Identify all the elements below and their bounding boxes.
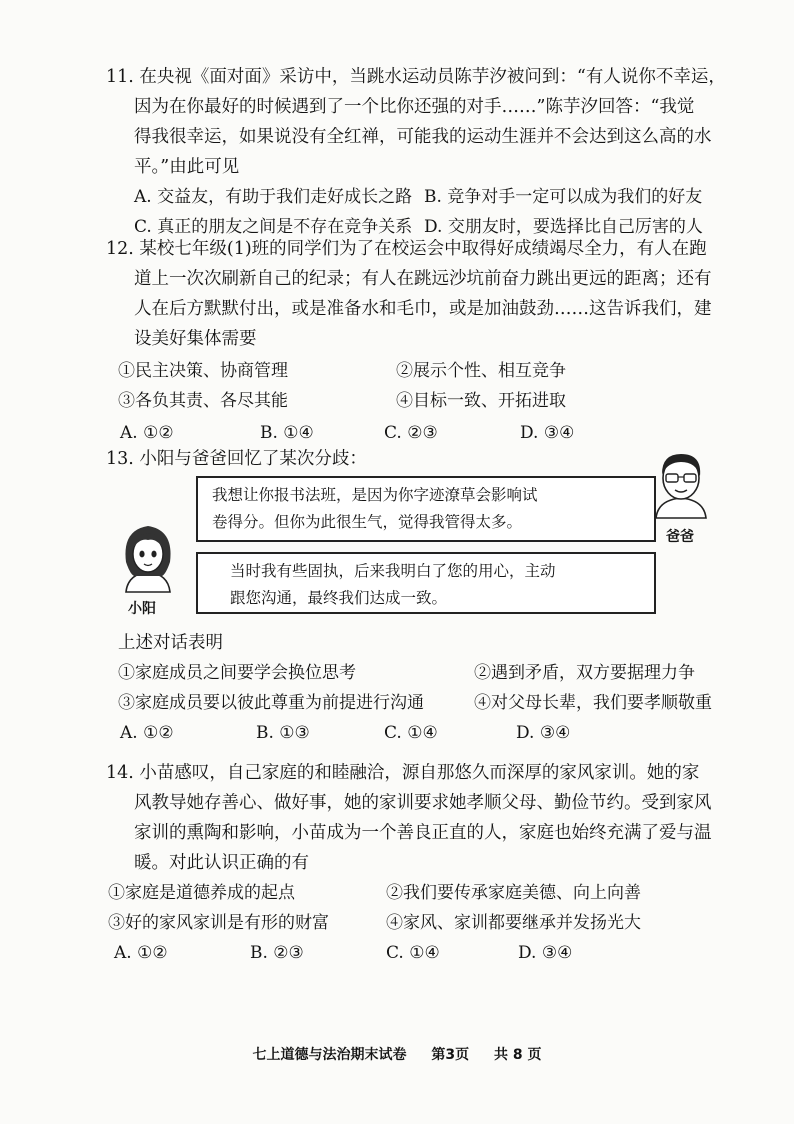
footer-page: 第3页 (431, 1047, 470, 1063)
yang-speech-line-1: 当时我有些固执，后来我明白了您的用心，主动 (230, 562, 556, 580)
q14-statements-row-2 (108, 908, 738, 938)
q11-option-d[interactable]: D. 交朋友时，要选择比自己厉害的人 (424, 217, 703, 237)
q14-line-1: 14. 小苗感叹，自己家庭的和睦融洽，源自那悠久而深厚的家风家训。她的家 (106, 763, 700, 783)
question-12 (108, 234, 738, 448)
q14-statement-3: ③好的家风家训是有形的财富 (108, 913, 329, 933)
q13-choice-b[interactable]: B. ①③ (256, 723, 310, 743)
q14-statement-4: ④家风、家训都要继承并发扬光大 (386, 913, 641, 933)
q12-line-2: 道上一次次刷新自己的纪录；有人在跳远沙坑前奋力跳出更远的距离；还有 (134, 269, 712, 289)
q14-choice-c[interactable]: C. ①④ (386, 943, 440, 963)
q12-choice-d[interactable]: D. ③④ (520, 423, 575, 443)
yang-speech-bubble (196, 552, 656, 614)
q12-statement-2: ②展示个性、相互竞争 (396, 361, 566, 381)
q13-statements-row-1 (108, 658, 738, 688)
q13-choice-d[interactable]: D. ③④ (516, 723, 571, 743)
q12-line-4: 设美好集体需要 (134, 329, 257, 349)
dad-name-label: 爸爸 (666, 529, 694, 545)
q11-option-a[interactable]: A. 交益友，有助于我们走好成长之路 (134, 187, 413, 207)
q12-line-3: 人在后方默默付出，或是准备水和毛巾，或是加油鼓劲……这告诉我们，建 (134, 299, 712, 319)
q11-line-3: 得我很幸运，如果说没有全红禅，可能我的运动生涯并不会达到这么高的水 (134, 127, 712, 147)
footer-title: 七上道德与法治期末试卷 (252, 1047, 407, 1063)
q13-choice-c[interactable]: C. ①④ (384, 723, 438, 743)
q13-stem: 13. 小阳与爸爸回忆了某次分歧： (106, 449, 367, 469)
xiaoyang-name-label: 小阳 (128, 601, 156, 617)
q11-line-4: 平。”由此可见 (134, 157, 240, 177)
q13-statement-1: ①家庭成员之间要学会换位思考 (118, 663, 356, 683)
question-13-body (108, 628, 738, 748)
question-11 (108, 62, 738, 242)
q12-choice-c[interactable]: C. ②③ (384, 423, 438, 443)
footer-total: 共 8 页 (494, 1047, 542, 1063)
dad-speech-line-1: 我想让你报书法班，是因为你字迹潦草会影响试 (212, 486, 538, 504)
q11-option-b[interactable]: B. 竞争对手一定可以成为我们的好友 (424, 187, 703, 207)
dad-speech-line-2: 卷得分。但你为此很生气，觉得我管得太多。 (212, 513, 523, 531)
q12-statement-1: ①民主决策、协商管理 (118, 361, 288, 381)
q11-option-c[interactable]: C. 真正的朋友之间是不存在竞争关系 (134, 217, 413, 237)
dad-avatar-icon (646, 448, 716, 522)
q13-dialogue-figure (118, 448, 738, 620)
q12-statement-3: ③各负其责、各尽其能 (118, 391, 288, 411)
q14-line-3: 家训的熏陶和影响，小苗成为一个善良正直的人，家庭也始终充满了爱与温 (134, 823, 712, 843)
q13-choices (108, 718, 738, 748)
q11-options-row-1 (108, 182, 738, 212)
q14-statements-row-1 (108, 878, 738, 908)
q13-question: 上述对话表明 (118, 633, 223, 653)
q12-choice-a[interactable]: A. ①② (120, 423, 174, 443)
q14-statement-2: ②我们要传承家庭美德、向上向善 (386, 883, 641, 903)
q12-statements-row-1 (108, 356, 738, 386)
q12-statement-4: ④目标一致、开拓进取 (396, 391, 566, 411)
q13-statement-3: ③家庭成员要以彼此尊重为前提进行沟通 (118, 693, 424, 713)
q11-line-1: 11. 在央视《面对面》采访中，当跳水运动员陈芋汐被问到：“有人说你不幸运， (106, 67, 726, 87)
q13-choice-a[interactable]: A. ①② (120, 723, 174, 743)
q13-statement-4: ④对父母长辈，我们要孝顺敬重 (474, 693, 712, 713)
q12-choice-b[interactable]: B. ①④ (260, 423, 314, 443)
q13-statement-2: ②遇到矛盾，双方要据理力争 (474, 663, 695, 683)
q14-choice-a[interactable]: A. ①② (114, 943, 168, 963)
yang-speech-line-2: 跟您沟通，最终我们达成一致。 (230, 589, 448, 607)
xiaoyang-avatar-icon (118, 518, 178, 596)
q12-statements-row-2 (108, 386, 738, 416)
q14-choice-b[interactable]: B. ②③ (250, 943, 304, 963)
page-footer (0, 1044, 794, 1064)
question-14 (108, 758, 738, 968)
q14-choice-d[interactable]: D. ③④ (518, 943, 573, 963)
q14-line-4: 暖。对此认识正确的有 (134, 853, 309, 873)
dad-speech-bubble (196, 476, 656, 542)
q12-line-1: 12. 某校七年级(1)班的同学们为了在校运会中取得好成绩竭尽全力，有人在跑 (106, 239, 707, 259)
q14-choices (108, 938, 738, 968)
q13-statements-row-2 (108, 688, 738, 718)
q11-line-2: 因为在你最好的时候遇到了一个比你还强的对手……”陈芋汐回答：“我觉 (134, 97, 695, 117)
q14-statement-1: ①家庭是道德养成的起点 (108, 883, 295, 903)
q14-line-2: 风教导她存善心、做好事，她的家训要求她孝顺父母、勤俭节约。受到家风 (134, 793, 712, 813)
